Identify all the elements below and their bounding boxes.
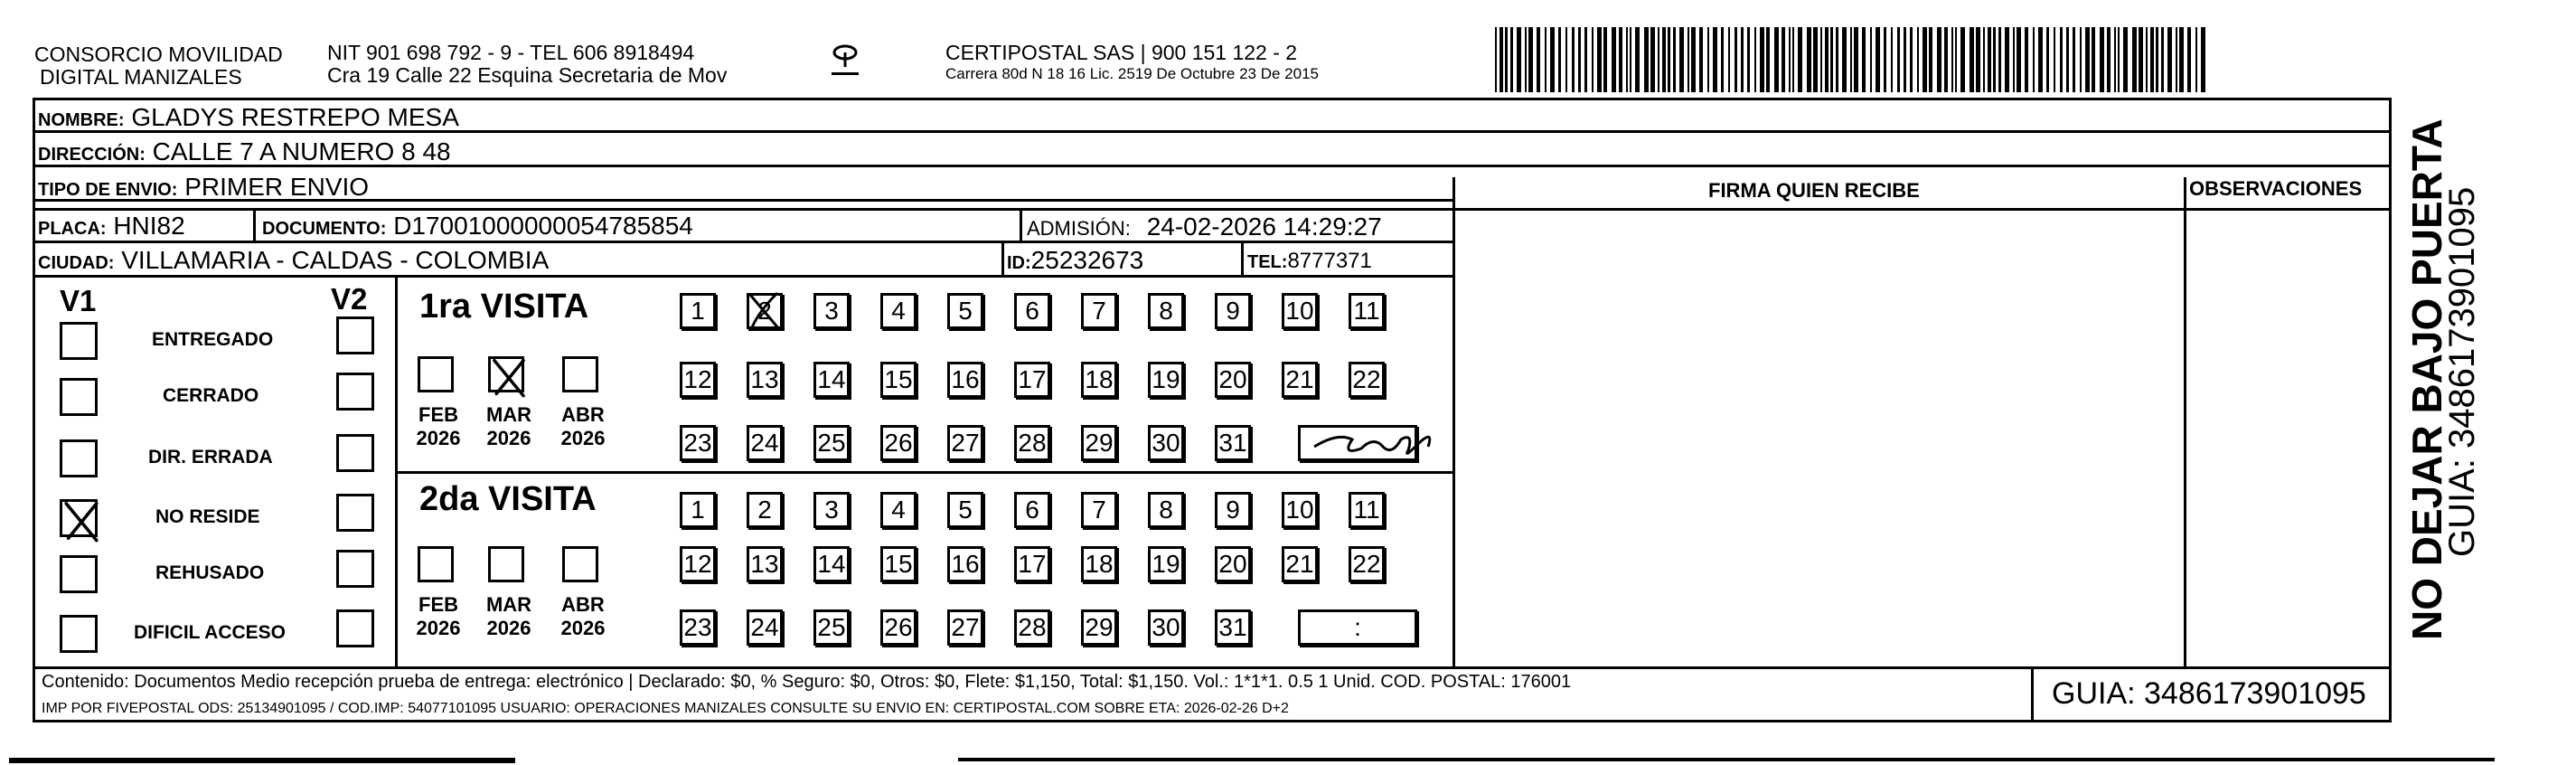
observations-column-header: OBSERVACIONES	[2189, 177, 2363, 200]
day-checkbox[interactable]: 22	[1349, 362, 1385, 398]
day-checkbox[interactable]: 27	[947, 609, 983, 646]
day-checkbox[interactable]: 10	[1282, 293, 1318, 329]
side-tracking-number: GUIA: 3486173901095	[2442, 186, 2482, 557]
vehicle-plate: PLACA: HNI82	[38, 212, 185, 240]
day-mark-icon	[741, 288, 788, 335]
day-checkbox[interactable]: 27	[947, 425, 983, 461]
recipient-name: NOMBRE: GLADYS RESTREPO MESA	[38, 103, 459, 131]
day-checkbox[interactable]: 13	[747, 546, 783, 582]
month-checkbox[interactable]	[418, 546, 454, 582]
v1-checkbox[interactable]	[60, 439, 98, 477]
status-label: ENTREGADO	[152, 329, 274, 350]
day-checkbox[interactable]: 3	[813, 293, 850, 329]
day-checkbox[interactable]: 12	[680, 546, 716, 582]
day-checkbox[interactable]: 21	[1282, 362, 1318, 398]
v2-checkbox[interactable]	[336, 550, 374, 588]
courier-info: CERTIPOSTAL SAS | 900 151 122 - 2 Carrera 80d N 18 16 Lic. 2519 De Octubre 23 De 2015	[945, 41, 1319, 82]
v1-checkbox[interactable]	[60, 615, 98, 653]
day-checkbox[interactable]: 4	[880, 293, 917, 329]
tracking-number: GUIA: 3486173901095	[2052, 676, 2366, 711]
recipient-phone: TEL:8777371	[1247, 249, 1372, 273]
courier-logo-icon	[830, 43, 860, 80]
handwritten-mark-icon	[1302, 420, 1437, 467]
day-checkbox[interactable]: 17	[1014, 362, 1050, 398]
status-label: DIFICIL ACCESO	[134, 622, 287, 643]
day-checkbox[interactable]: 11	[1349, 293, 1385, 329]
day-checkbox[interactable]: 16	[947, 362, 983, 398]
v2-checkbox[interactable]	[336, 609, 374, 647]
day-checkbox[interactable]: 7	[1081, 293, 1117, 329]
day-checkbox[interactable]: 12	[680, 362, 716, 398]
day-checkbox[interactable]: 9	[1215, 293, 1251, 329]
day-checkbox[interactable]: 25	[813, 609, 850, 646]
v2-checkbox[interactable]	[336, 316, 374, 354]
v2-header: V2	[331, 282, 368, 316]
status-label: CERRADO	[163, 385, 259, 406]
shipping-form	[33, 98, 2392, 722]
day-checkbox[interactable]: 24	[747, 609, 783, 646]
day-checkbox[interactable]: 13	[747, 362, 783, 398]
print-info: IMP POR FIVEPOSTAL ODS: 25134901095 / COD.IMP: 54077101095 USUARIO: OPERACIONES MANIZALES CONSULTE SU ENVIO EN: CERTIPOSTAL.COM SOBRE ETA: 2026-02-26 D+2	[42, 701, 1289, 716]
day-checkbox[interactable]: 29	[1081, 609, 1117, 646]
barcode-icon	[1493, 27, 2211, 92]
status-label: DIR. ERRADA	[148, 447, 273, 468]
day-checkbox[interactable]: 3	[813, 492, 850, 528]
page-edge	[958, 758, 2495, 761]
company-name: CONSORCIO MOVILIDAD DIGITAL MANIZALES	[34, 42, 283, 89]
day-checkbox[interactable]: 22	[1349, 546, 1385, 582]
day-checkbox[interactable]: 7	[1081, 492, 1117, 528]
document-number: DOCUMENTO: D17001000000054785854	[262, 212, 693, 240]
day-checkbox[interactable]: 23	[680, 609, 716, 646]
day-checkbox[interactable]: 15	[880, 362, 917, 398]
day-checkbox[interactable]: 16	[947, 546, 983, 582]
day-checkbox[interactable]: 20	[1215, 362, 1251, 398]
second-visit-title: 2da VISITA	[419, 480, 597, 518]
day-checkbox[interactable]: 17	[1014, 546, 1050, 582]
day-checkbox[interactable]: 18	[1081, 546, 1117, 582]
day-checkbox[interactable]: 5	[947, 293, 983, 329]
month-label: FEB 2026	[416, 593, 461, 639]
day-checkbox[interactable]: 30	[1148, 609, 1184, 646]
day-checkbox[interactable]: 15	[880, 546, 917, 582]
company-nit: NIT 901 698 792 - 9 - TEL 606 8918494 Cra 19 Calle 22 Esquina Secretaria de Mov	[327, 41, 728, 87]
recipient-id: ID:25232673	[1007, 246, 1144, 274]
day-checkbox[interactable]: 20	[1215, 546, 1251, 582]
shipment-contents: Contenido: Documentos Medio recepción prueba de entrega: electrónico | Declarado: $0, % Seguro: $0, Otros: $0, Flete: $1,150, Total: $1,150. Vol.: 1*1*1. 0.5 1 Unid. COD. POSTAL: 176001	[42, 672, 1572, 692]
status-label: REHUSADO	[155, 562, 265, 583]
day-checkbox[interactable]: 2	[747, 492, 783, 528]
v1-checkbox[interactable]	[60, 322, 98, 360]
day-checkbox[interactable]: 11	[1349, 492, 1385, 528]
v2-checkbox[interactable]	[336, 434, 374, 472]
day-checkbox[interactable]: 9	[1215, 492, 1251, 528]
month-label: MAR 2026	[485, 403, 532, 449]
day-checkbox[interactable]: 8	[1148, 492, 1184, 528]
day-checkbox[interactable]: 18	[1081, 362, 1117, 398]
day-checkbox[interactable]: 29	[1081, 425, 1117, 461]
v1-checkbox[interactable]	[60, 555, 98, 593]
day-checkbox[interactable]: 26	[880, 609, 917, 646]
month-label: ABR 2026	[560, 593, 606, 639]
day-checkbox[interactable]: 2	[747, 293, 783, 329]
v1-checkbox[interactable]	[60, 378, 98, 416]
day-checkbox[interactable]: 10	[1282, 492, 1318, 528]
side-warning: NO DEJAR BAJO PUERTA	[2403, 118, 2450, 640]
admission-date: ADMISIÓN: 24-02-2026 14:29:27	[1027, 212, 1382, 241]
day-checkbox[interactable]: 28	[1014, 609, 1050, 646]
month-checkbox[interactable]	[562, 356, 598, 392]
status-label: NO RESIDE	[155, 506, 260, 527]
time-input[interactable]: :	[1298, 609, 1417, 646]
first-visit-title: 1ra VISITA	[419, 288, 589, 326]
day-checkbox[interactable]: 4	[880, 492, 917, 528]
month-label: MAR 2026	[485, 593, 532, 639]
month-label: FEB 2026	[416, 403, 461, 449]
day-checkbox[interactable]: 30	[1148, 425, 1184, 461]
day-checkbox[interactable]: 21	[1282, 546, 1318, 582]
v2-checkbox[interactable]	[336, 494, 374, 532]
day-checkbox[interactable]: 14	[813, 362, 850, 398]
day-checkbox[interactable]: 1	[680, 492, 716, 528]
day-checkbox[interactable]: 24	[747, 425, 783, 461]
month-checkbox[interactable]	[562, 546, 598, 582]
month-checkbox[interactable]	[418, 356, 454, 392]
page-edge	[9, 758, 515, 763]
day-checkbox[interactable]: 26	[880, 425, 917, 461]
day-checkbox[interactable]: 6	[1014, 293, 1050, 329]
day-checkbox[interactable]: 1	[680, 293, 716, 329]
day-checkbox[interactable]: 19	[1148, 546, 1184, 582]
month-checkbox[interactable]	[488, 546, 524, 582]
day-checkbox[interactable]: 5	[947, 492, 983, 528]
v1-header: V1	[60, 284, 97, 317]
day-checkbox[interactable]: 8	[1148, 293, 1184, 329]
day-checkbox[interactable]: 31	[1215, 425, 1251, 461]
month-label: ABR 2026	[560, 403, 606, 449]
day-checkbox[interactable]: 28	[1014, 425, 1050, 461]
day-checkbox[interactable]: 31	[1215, 609, 1251, 646]
recipient-address: DIRECCIÓN: CALLE 7 A NUMERO 8 48	[38, 137, 451, 165]
city: CIUDAD: VILLAMARIA - CALDAS - COLOMBIA	[38, 246, 550, 274]
month-checkbox[interactable]	[488, 356, 524, 392]
day-checkbox[interactable]: 19	[1148, 362, 1184, 398]
day-checkbox[interactable]: 14	[813, 546, 850, 582]
shipment-type: TIPO DE ENVIO: PRIMER ENVIO	[38, 173, 370, 201]
signature-column-header: FIRMA QUIEN RECIBE	[1708, 179, 1920, 202]
day-checkbox[interactable]: 25	[813, 425, 850, 461]
v1-checkbox[interactable]	[60, 499, 98, 537]
v2-checkbox[interactable]	[336, 373, 374, 411]
day-checkbox[interactable]: 23	[680, 425, 716, 461]
day-checkbox[interactable]: 6	[1014, 492, 1050, 528]
